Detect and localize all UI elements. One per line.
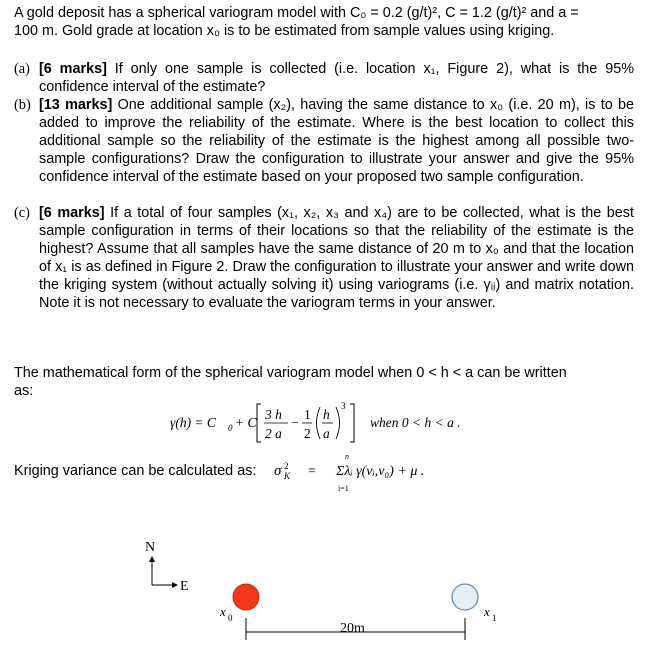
intro-line-1: A gold deposit has a spherical variogram model with C₀ = 0.2 (g/t)², C = 1.2 (g/t)² and a = [14,5,579,21]
question-label: (a) [14,61,30,77]
frac2-num: 1 [304,407,311,422]
eq-lhs: γ(h) = C [170,415,216,430]
eq-plus-c: + C [235,415,257,430]
kriging-rhs: Σλᵢ γ(vᵢ,v₀) + μ . [336,464,425,479]
sample-location-figure [0,530,648,654]
frac1-den: 2 a [265,426,282,441]
kriging-sup: 2 [284,461,289,471]
kriging-sigma: σ [274,463,282,479]
intro-line-2: 100 m. Gold grade at location x₀ is to be estimated from sample values using kriging. [14,23,555,39]
question-marks: [13 marks] [39,97,113,113]
x1-sub: 1 [492,613,497,623]
question-marks: [6 marks] [39,61,107,77]
left-paren [317,407,321,439]
variogram-equation [170,398,490,448]
kriging-label: Kriging variance can be calculated as: [14,463,257,479]
left-bracket [257,404,261,442]
north-label: N [145,540,156,555]
right-bracket [350,404,354,442]
sum-top: n [345,452,349,461]
question-label: (c) [14,205,30,221]
eq-power: 3 [341,401,346,411]
question-label: (b) [14,97,31,113]
inner-num: h [323,407,330,422]
sum-bottom: i=1 [338,484,349,493]
x0-label: x [220,604,226,619]
x0-sub: 0 [228,613,233,623]
question-text: If a total of four samples (x₁, x₂, x₃ and x₄) are to be collected, what is the best sample configuration in terms of their locations so that the reliability of the estimate is the highest? Assume that all samples have the same distance of 20 m to x₀ and that the location of x₁ is as defined in Figure 2. Draw the configuration to illustrate your answer and write down the kriging system (without actually solving it) using variograms (i.e. γᵢⱼ) and matrix notation. Note it is not necessary to evaluate the variogram terms in your answer. [39,205,635,311]
kriging-equation [270,448,480,494]
eq-condition: when 0 < h < a . [370,415,461,430]
kriging-equals: = [308,464,316,479]
question-a [14,60,634,96]
inner-den: a [323,426,330,441]
east-label: E [180,579,189,594]
question-text: If only one sample is collected (i.e. location x₁, Figure 2), what is the 95% confidence interval of the estimate? [39,61,635,95]
eq-minus: − [291,415,299,430]
math-intro-line-1: The mathematical form of the spherical variogram model when 0 < h < a can be written [14,365,567,381]
distance-label: 20m [340,621,365,636]
x1-label: x [484,604,490,619]
right-paren [336,407,340,439]
east-arrowhead [172,582,178,588]
north-arrowhead [149,556,155,562]
question-c [14,204,634,312]
x1-point [452,584,478,610]
question-marks: [6 marks] [39,205,105,221]
question-b [14,96,634,186]
kriging-sub: K [284,471,291,481]
eq-sub0: 0 [228,423,233,433]
frac2-den: 2 [304,426,311,441]
x0-point [233,584,259,610]
question-text: One additional sample (x₂), having the same distance to x₀ (i.e. 20 m), is to be added to improve the reliability of the estimate. Where is the best location to collect this additional sample so the reliability of the estimate is the highest among all possible two-sample configurations? Draw the configuration to illustrate your answer and give the 95% confidence interval of the estimate based on your proposed two sample configuration. [39,97,635,185]
frac1-num: 3 h [265,407,282,422]
math-intro-line-2: as: [14,383,34,399]
